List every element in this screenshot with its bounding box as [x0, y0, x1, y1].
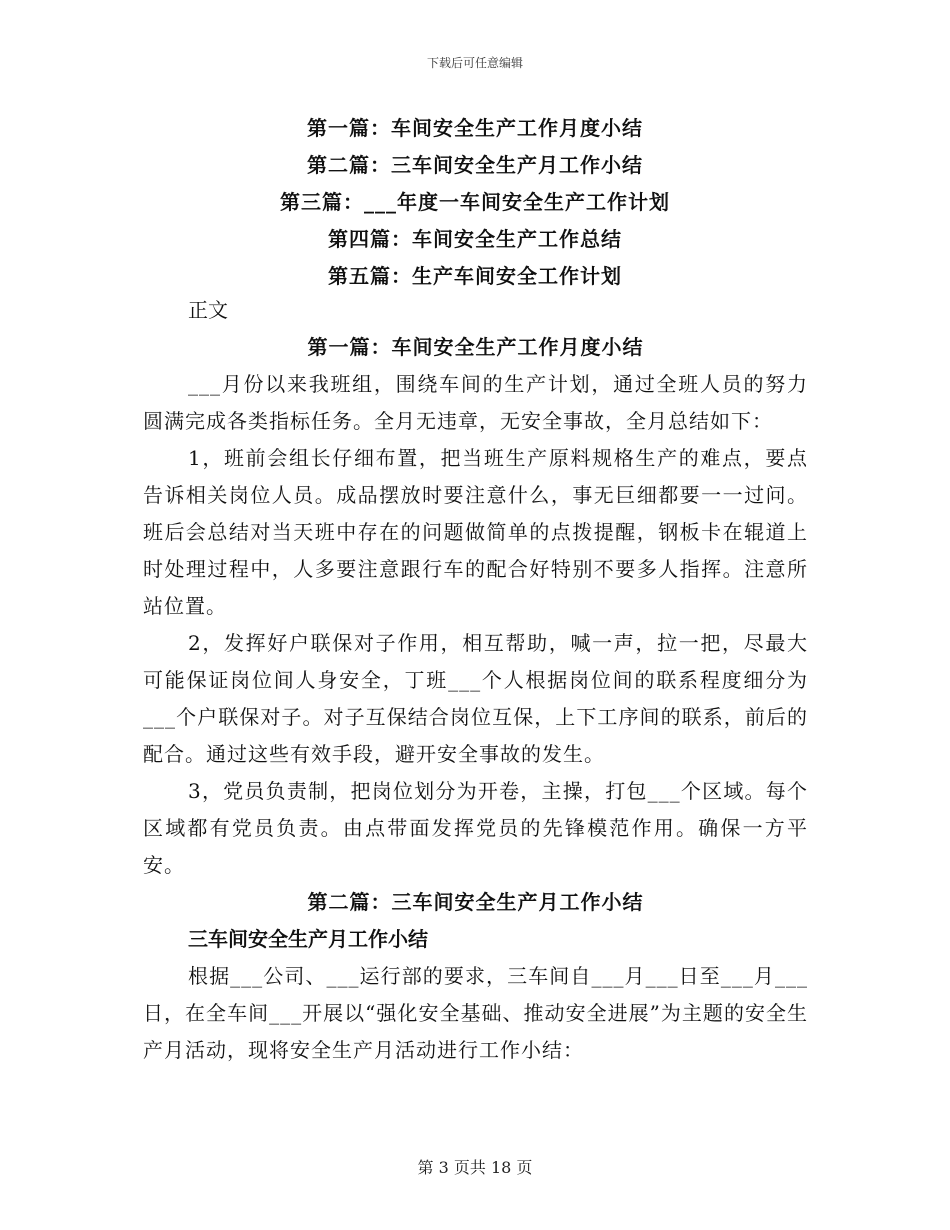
table-of-contents: [0, 110, 950, 295]
toc-item-4: 第四篇：车间安全生产工作总结: [328, 227, 622, 251]
section-2-subtitle: 三车间安全生产月工作小结: [188, 927, 428, 951]
toc-item-1: 第一篇：车间安全生产工作月度小结: [307, 116, 643, 140]
toc-item-2: 第二篇：三车间安全生产月工作小结: [307, 153, 643, 177]
section-1-paragraph: ___月份以来我班组，围绕车间的生产计划，通过全班人员的努力圆满完成各类指标任务。全月无违章，无安全事故，全月总结如下：: [143, 372, 808, 433]
page-footer: 第 3 页共 18 页: [417, 1158, 533, 1177]
section-1-paragraph: 2，发挥好户联保对子作用，相互帮助，喊一声，拉一把，尽最大可能保证岗位间人身安全，丁班___个人根据岗位间的联系程度细分为___个户联保对子。对子互保结合岗位互保，上下工序间的联系，前后的配合。通过这些有效手段，避开安全事故的发生。: [143, 631, 808, 766]
page-header-note: 下载后可任意编辑: [426, 56, 523, 70]
document-body: [143, 292, 808, 1069]
section-1-title: 第一篇：车间安全生产工作月度小结: [307, 335, 644, 359]
section-2-paragraph: 根据___公司、___运行部的要求，三车间自___月___日至___月___日，在全车间___开展以“强化安全基础、推动安全进展”为主题的安全生产月活动，现将安全生产月活动进行工作小结：: [143, 964, 808, 1062]
section-1-paragraph: 1，班前会组长仔细布置，把当班生产原料规格生产的难点，要点告诉相关岗位人员。成品摆放时要注意什么，事无巨细都要一一过问。班后会总结对当天班中存在的问题做简单的点拨提醒，钢板卡在辊道上时处理过程中，人多要注意跟行车的配合好特别不要多人指挥。注意所站位置。: [143, 446, 808, 618]
toc-item-5: 第五篇：生产车间安全工作计划: [328, 264, 622, 288]
section-1-paragraph: 3，党员负责制，把岗位划分为开卷，主操，打包___个区域。每个区域都有党员负责。由点带面发挥党员的先锋模范作用。确保一方平安。: [143, 779, 808, 877]
section-2-title: 第二篇：三车间安全生产月工作小结: [307, 890, 644, 914]
toc-item-3: 第三篇：___年度一车间安全生产工作计划: [280, 190, 670, 214]
body-label: 正文: [188, 298, 228, 322]
